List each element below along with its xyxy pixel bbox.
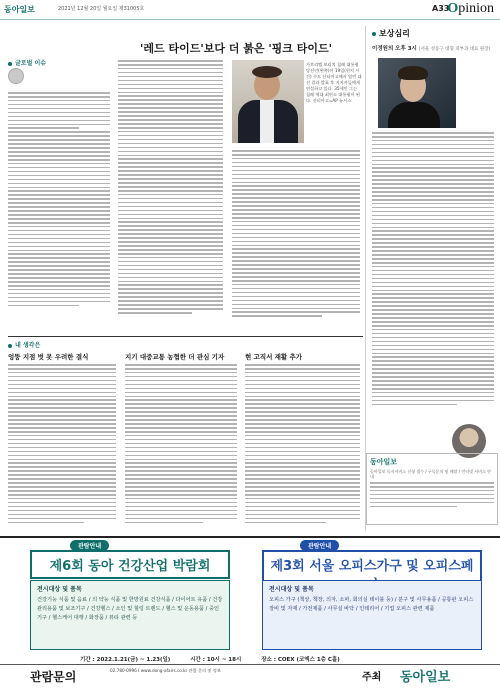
- article-global-col3: [232, 150, 360, 319]
- subscription-ad: [366, 453, 498, 525]
- page-headline: '레드 타이드'보다 더 붉은 '핑크 타이드': [140, 42, 333, 55]
- expo-footer-label: 관람문의: [30, 670, 77, 684]
- newspaper-logo: 동아일보: [4, 5, 35, 14]
- author-avatar: [8, 68, 24, 84]
- subhead-mid1: 지기 대중교통 농협한 더 관심 기자: [125, 353, 225, 361]
- expo-period: 기간 : 2022.1.21(금) ~ 1.23(일): [80, 657, 171, 663]
- expo-right-box: [262, 580, 482, 650]
- article-global-col1: [8, 92, 110, 309]
- expo-right-tag: 관람안내: [300, 540, 339, 551]
- opinion-brand: Opinion: [447, 1, 494, 16]
- page-header: [0, 0, 500, 20]
- article-bottom-mid2: [245, 364, 360, 525]
- expo-left-title: 제6회 동아 건강산업 박람회: [30, 550, 230, 579]
- column-photo: [378, 58, 456, 128]
- article-bottom-mid1: [125, 364, 237, 525]
- right-byline: 이정원의 오후 3시 (서울 성동구 대형 피부과 대표 원장): [372, 46, 491, 52]
- expo-footer-host: 주최: [362, 672, 382, 683]
- news-photo: [232, 60, 304, 143]
- expo-schedule: [80, 655, 340, 663]
- subhead-mid2: 현 고직서 재활 추가: [245, 353, 303, 361]
- expo-right-title: 제3회 서울 오피스가구 및 오피스페: [262, 550, 482, 598]
- expo-left-box-title: 전시대상 및 품목: [37, 586, 82, 593]
- expo-venue: 장소 : COEX (코엑스 1층 C홀): [261, 657, 340, 663]
- ad-text: 동아일보 독자서비스 신청 접수 / 구독문의 및 배달 / 인터넷 서비스 안내: [370, 469, 492, 479]
- article-bottom-left: [8, 364, 116, 525]
- article-right-body: [372, 132, 494, 408]
- section-right-title: 보상심리: [372, 28, 410, 39]
- subhead-left: 엉뚱 지점 벗 못 우려한 결식: [8, 353, 89, 361]
- expo-right-box-title: 전시대상 및 품목: [269, 586, 314, 593]
- section-my-opinion: 내 생각은: [8, 340, 40, 349]
- photo-caption: 가브리엘 보리치 칠레 대통령 당선인(왼쪽)이 19일(현지 시간) 수도 산티아고에서 열린 대선 결과 발표 후 지지자들에게 연설하고 있다. 35세인 그는 칠레 역대 최연소 대통령이 된다. 산티아고=AP 뉴시스: [306, 62, 362, 103]
- expo-footer-logo: 동아일보: [400, 670, 451, 685]
- page-number: A33: [432, 4, 450, 13]
- ad-title: 동아일보: [370, 458, 398, 466]
- section-divider: [8, 336, 363, 337]
- expo-footer-text: 02.780-0996 I www.dong-afairs.co.kr 관람 문의 및 정보: [110, 668, 221, 673]
- issue-info: 2021년 12월 20일 월요일 제31005호: [58, 6, 145, 12]
- article-global-col2: [118, 60, 223, 316]
- section-global-issue: 글로벌 이슈: [8, 58, 46, 67]
- expo-left-box: [30, 580, 230, 650]
- expo-left-box-text: 건강기능 식품 및 음료 / 의 약능 식품 및 한방원료 건강식품 / 다이어트 유품 / 건강관리용품 및 보조기구 / 건강헬스 / 소인 및 힐링 트렌드 / 헬스 및 운동용품 / 중인 기구 / 헬스케어 대행 / 화장품 / 뷰티 관련 등: [37, 597, 223, 621]
- article-right-col: [372, 58, 492, 62]
- expo-left-tag: 관람안내: [70, 540, 109, 551]
- expo-hours: 시간 : 10시 ~ 18시: [190, 657, 242, 663]
- expo-right-box-text: 오피스 가구 (책상, 책장, 의자, 소파, 회의실 테이블 등) / 분구 및 사무용품 / 공통판 오피스 장비 및 자재 / 가전제품 / 사무실 바닥 / 인테리어 / 기업 오피스 관련 제품: [269, 597, 474, 612]
